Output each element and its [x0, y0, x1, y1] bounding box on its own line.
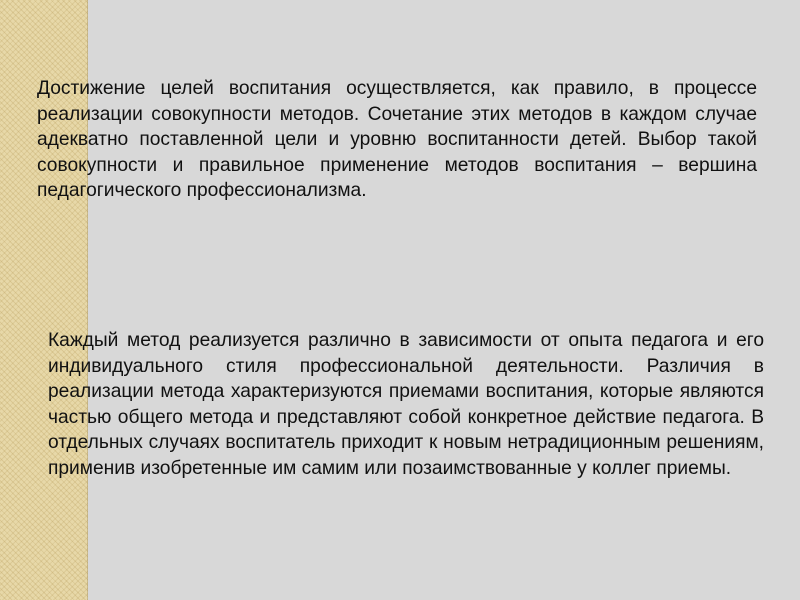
paragraph-1: Достижение целей воспитания осуществляется, как правило, в процессе реализации совокупности методов. Сочетание этих методов в каждом случае адекватно поставленной цели и уровню воспитанности детей. Выбор такой совокупности и правильное применение методов воспитания – вершина педагогического профессионализма. [37, 78, 757, 202]
paragraph-2: Каждый метод реализуется различно в зависимости от опыта педагога и его индивидуального стиля профессиональной деятельности. Различия в реализации метода характеризуются приемами воспитания, которые являются частью общего метода и представляют собой конкретное действие педагога. В отдельных случаях воспитатель приходит к новым нетрадиционным решениям, применив изобретенные им самим или позаимствованные у коллег приемы. [48, 330, 764, 479]
